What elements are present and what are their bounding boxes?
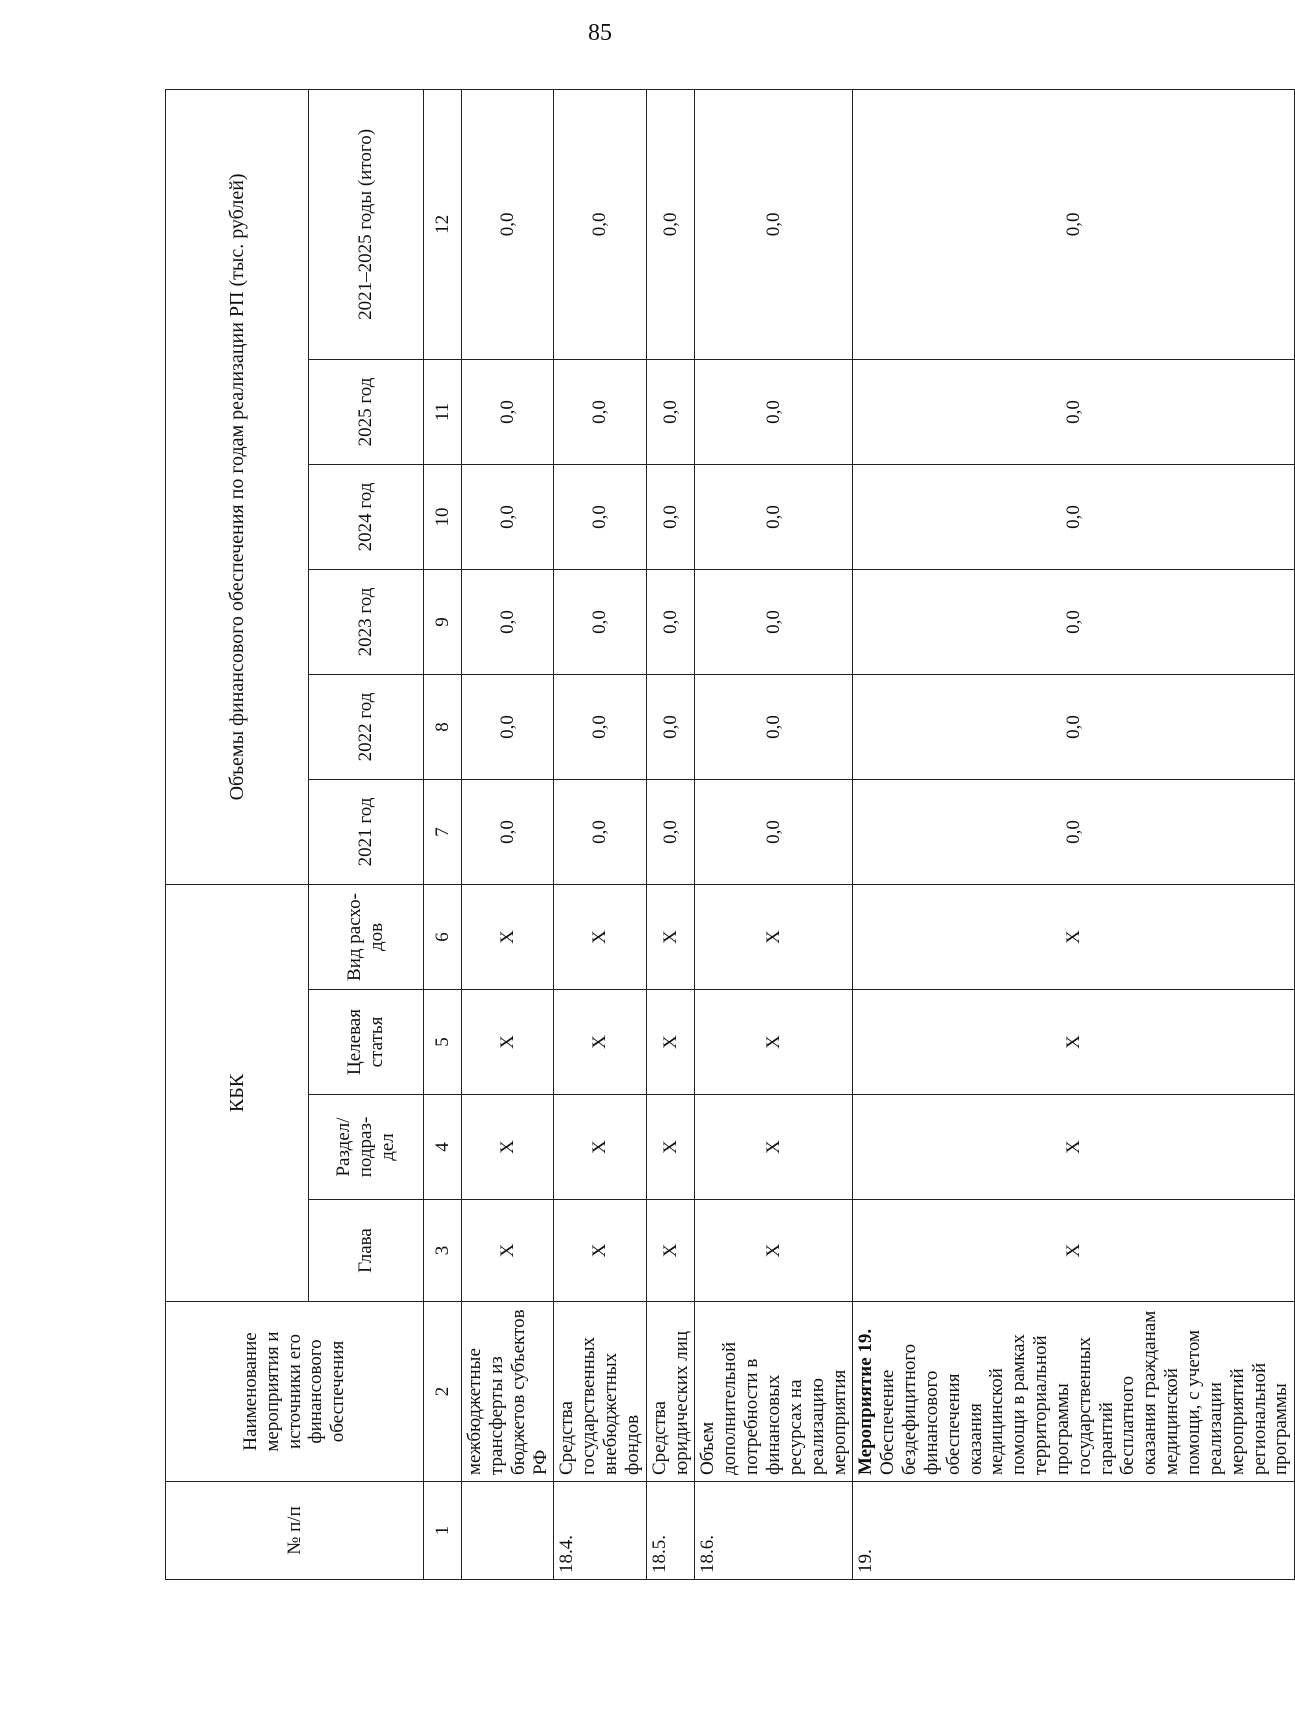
row-num: 18.6. xyxy=(695,1482,853,1580)
value-cell: 0,0 xyxy=(646,674,695,779)
table-row xyxy=(554,89,646,1579)
table-row xyxy=(646,89,695,1579)
value-cell: 0,0 xyxy=(462,569,554,674)
row-name-bold: Мероприятие 19. xyxy=(855,1328,877,1475)
value-cell: 0,0 xyxy=(554,464,646,569)
row-name-text: Обеспечение бездефицитного финансового обеспечения оказания медицинской помощи в рамках территориальной программы государственных гарантий бесплатного оказания гражданам медицинской помощи, с учетом реализации мероприятий региональной программы xyxy=(877,1310,1292,1475)
row-name xyxy=(853,1302,1295,1482)
col-number: 9 xyxy=(424,569,462,674)
row-num: 18.4. xyxy=(554,1482,646,1580)
kbk-cell: X xyxy=(695,1200,853,1302)
kbk-cell: X xyxy=(554,884,646,989)
value-cell: 0,0 xyxy=(853,464,1295,569)
row-name: Средства юридических лиц xyxy=(646,1302,695,1482)
value-cell: 0,0 xyxy=(554,359,646,464)
kbk-cell: X xyxy=(462,1095,554,1200)
value-cell: 0,0 xyxy=(462,89,554,359)
kbk-cell: X xyxy=(853,1200,1295,1302)
rotated-table-container xyxy=(165,90,1292,1580)
value-cell: 0,0 xyxy=(853,89,1295,359)
header-2021: 2021 год xyxy=(309,779,424,884)
column-number-row xyxy=(424,89,462,1579)
financing-table xyxy=(165,89,1295,1580)
kbk-cell: X xyxy=(646,990,695,1095)
row-name: межбюджетные трансферты из бюджетов субъектов РФ xyxy=(462,1302,554,1482)
col-number: 10 xyxy=(424,464,462,569)
kbk-cell: X xyxy=(853,990,1295,1095)
header-vid: Вид расхо- дов xyxy=(309,884,424,989)
kbk-cell: X xyxy=(462,884,554,989)
value-cell: 0,0 xyxy=(853,779,1295,884)
kbk-cell: X xyxy=(462,1200,554,1302)
kbk-cell: X xyxy=(554,990,646,1095)
value-cell: 0,0 xyxy=(695,674,853,779)
value-cell: 0,0 xyxy=(695,89,853,359)
value-cell: 0,0 xyxy=(695,359,853,464)
kbk-cell: X xyxy=(695,1095,853,1200)
kbk-cell: X xyxy=(695,884,853,989)
header-num: № п/п xyxy=(166,1482,424,1580)
row-num xyxy=(462,1482,554,1580)
header-glava: Глава xyxy=(309,1200,424,1302)
col-number: 1 xyxy=(424,1482,462,1580)
kbk-cell: X xyxy=(646,1095,695,1200)
row-name: Средства государственных внебюджетных фондов xyxy=(554,1302,646,1482)
value-cell: 0,0 xyxy=(462,464,554,569)
value-cell: 0,0 xyxy=(462,674,554,779)
table-row xyxy=(462,89,554,1579)
row-name: Объем дополнительной потребности в финансовых ресурсах на реализацию мероприятия xyxy=(695,1302,853,1482)
col-number: 3 xyxy=(424,1200,462,1302)
header-2023: 2023 год xyxy=(309,569,424,674)
value-cell: 0,0 xyxy=(695,569,853,674)
value-cell: 0,0 xyxy=(554,674,646,779)
value-cell: 0,0 xyxy=(695,779,853,884)
value-cell: 0,0 xyxy=(853,569,1295,674)
header-2024: 2024 год xyxy=(309,464,424,569)
value-cell: 0,0 xyxy=(646,569,695,674)
kbk-cell: X xyxy=(646,884,695,989)
col-number: 4 xyxy=(424,1095,462,1200)
kbk-cell: X xyxy=(853,884,1295,989)
row-num: 18.5. xyxy=(646,1482,695,1580)
value-cell: 0,0 xyxy=(554,569,646,674)
col-number: 7 xyxy=(424,779,462,884)
value-cell: 0,0 xyxy=(462,359,554,464)
header-celevaya: Целевая статья xyxy=(309,990,424,1095)
kbk-cell: X xyxy=(554,1200,646,1302)
row-num: 19. xyxy=(853,1482,1295,1580)
col-number: 2 xyxy=(424,1302,462,1482)
header-name: Наименование мероприятия и источники его финансового обеспечения xyxy=(166,1302,424,1482)
col-number: 12 xyxy=(424,89,462,359)
kbk-cell: X xyxy=(853,1095,1295,1200)
value-cell: 0,0 xyxy=(646,464,695,569)
col-number: 6 xyxy=(424,884,462,989)
col-number: 11 xyxy=(424,359,462,464)
kbk-cell: X xyxy=(462,990,554,1095)
col-number: 5 xyxy=(424,990,462,1095)
header-volumes: Объемы финансового обеспечения по годам реализации РП (тыс. рублей) xyxy=(166,89,309,884)
value-cell: 0,0 xyxy=(462,779,554,884)
col-number: 8 xyxy=(424,674,462,779)
value-cell: 0,0 xyxy=(554,89,646,359)
table-row xyxy=(853,89,1295,1579)
header-total: 2021–2025 годы (итого) xyxy=(309,89,424,359)
page-number: 85 xyxy=(588,20,612,46)
header-2025: 2025 год xyxy=(309,359,424,464)
kbk-cell: X xyxy=(646,1200,695,1302)
kbk-cell: X xyxy=(695,990,853,1095)
value-cell: 0,0 xyxy=(695,464,853,569)
header-2022: 2022 год xyxy=(309,674,424,779)
value-cell: 0,0 xyxy=(646,89,695,359)
header-kbk: КБК xyxy=(166,884,309,1301)
value-cell: 0,0 xyxy=(853,674,1295,779)
kbk-cell: X xyxy=(554,1095,646,1200)
header-razdel: Раздел/ подраз- дел xyxy=(309,1095,424,1200)
value-cell: 0,0 xyxy=(646,779,695,884)
table-row xyxy=(695,89,853,1579)
value-cell: 0,0 xyxy=(853,359,1295,464)
value-cell: 0,0 xyxy=(554,779,646,884)
value-cell: 0,0 xyxy=(646,359,695,464)
